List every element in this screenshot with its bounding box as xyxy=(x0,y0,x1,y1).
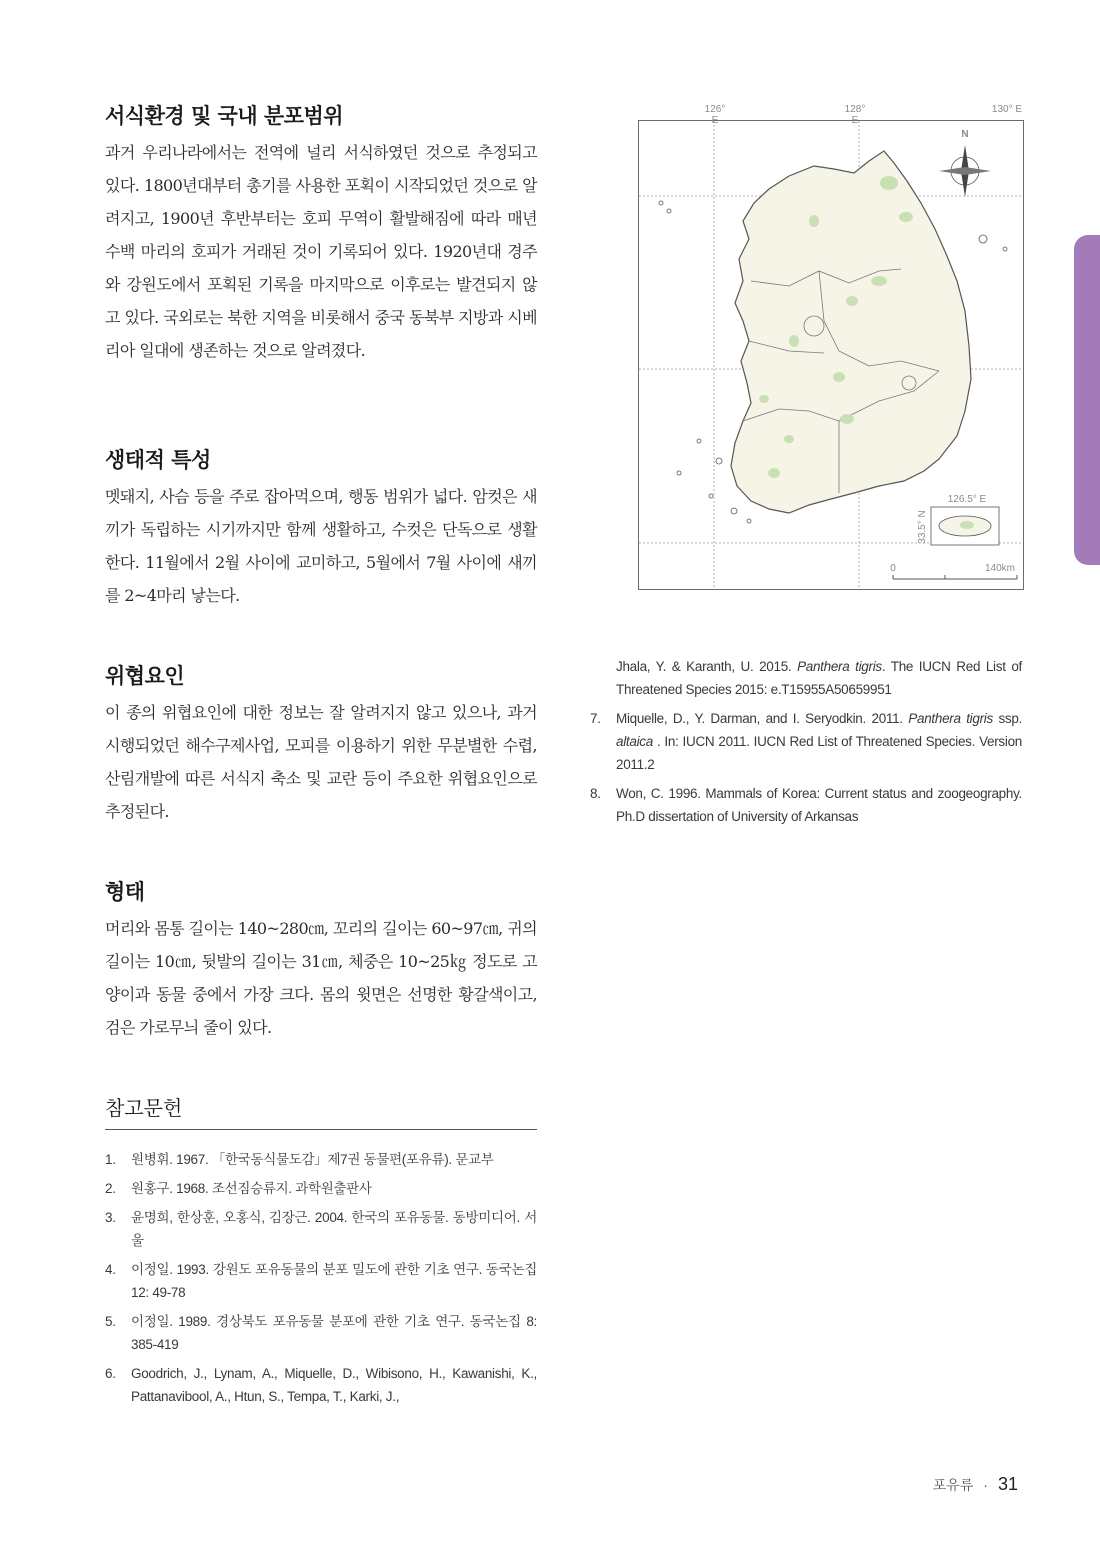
reference-6-continuation xyxy=(590,655,1022,701)
ref7-mid: ssp. xyxy=(992,711,1023,726)
page-number: 31 xyxy=(997,1474,1018,1494)
lon-label-130: 130° E xyxy=(991,104,1023,115)
reference-item xyxy=(105,1148,537,1171)
reference-item xyxy=(105,1177,537,1200)
ref6-species: Panthera tigris xyxy=(797,659,882,674)
reference-list-continued xyxy=(590,707,1022,828)
ref7-subspecies: altaica xyxy=(616,734,653,749)
threat-section xyxy=(105,660,537,828)
morphology-title: 형태 xyxy=(105,880,145,904)
inset-lat-label: 33.5° N xyxy=(917,510,928,544)
ref6-post: . The IUCN Red List of Threatened Species 2015: e.T15955A50659951 xyxy=(616,659,1023,697)
ref6-pre: Jhala, Y. & Karanth, U. 2015. xyxy=(616,659,798,674)
korea-map-svg xyxy=(639,121,1023,589)
reference-item xyxy=(105,1206,537,1252)
reference-number: 2. xyxy=(105,1181,116,1196)
footer-separator: · xyxy=(983,1476,988,1493)
reference-text: Goodrich, J., Lynam, A., Miquelle, D., Wibisono, H., Kawanishi, K., Pattanavibool, A., Htun, S., Tempa, T., Karki, J., xyxy=(131,1366,537,1404)
habitat-title: 서식환경 및 국내 분포범위 xyxy=(105,104,344,128)
reference-text: 원병휘. 1967. 「한국동식물도감」제7권 동물편(포유류). 문교부 xyxy=(131,1152,494,1167)
habitat-section xyxy=(105,100,537,367)
ref8-text: Won, C. 1996. Mammals of Korea: Current status and zoogeography. Ph.D dissertation of University of Arkansas xyxy=(616,786,1022,824)
threat-body: 이 종의 위협요인에 대한 정보는 잘 알려지지 않고 있으나, 과거 시행되었던 해수구제사업, 모피를 이용하기 위한 무분별한 수렵, 산림개발에 따른 서식지 축소 및 교란 등이 주요한 위협요인으로 추정된다. xyxy=(105,703,537,821)
reference-number: 6. xyxy=(105,1366,116,1381)
scale-end-label: 140km xyxy=(984,563,1015,574)
ref8-num: 8. xyxy=(590,786,601,801)
jeju-inset xyxy=(931,507,999,545)
ref7-num: 7. xyxy=(590,711,601,726)
chapter-tab xyxy=(1074,235,1100,565)
reference-item xyxy=(105,1362,537,1408)
reference-number: 5. xyxy=(105,1314,116,1329)
ref7-pre: Miquelle, D., Y. Darman, and I. Seryodkin. 2011. xyxy=(616,711,909,726)
reference-list xyxy=(105,1148,537,1408)
inset-lon-label: 126.5° E xyxy=(947,494,987,505)
ecology-section xyxy=(105,444,537,612)
habitat-body: 과거 우리나라에서는 전역에 널리 서식하였던 것으로 추정되고 있다. 1800년대부터 총기를 사용한 포획이 시작되었던 것으로 알려지고, 1900년 후반부터는 호피 무역이 활발해짐에 따라 매년 수백 마리의 호피가 거래된 것이 기록되어 있다. 1920년대 경주와 강원도에서 포획된 기록을 마지막으로 이후로는 발견되지 않고 있다. 국외로는 북한 지역을 비롯해서 중국 동북부 지방과 시베리아 일대에 생존하는 것으로 알려졌다. xyxy=(105,143,537,360)
right-references xyxy=(590,655,1022,834)
ref7-species: Panthera tigris xyxy=(908,711,993,726)
scale-start-label: 0 xyxy=(890,563,896,574)
morphology-body: 머리와 몸통 길이는 140~280㎝, 꼬리의 길이는 60~97㎝, 귀의 길이는 10㎝, 뒷발의 길이는 31㎝, 체중은 10~25㎏ 정도로 고양이과 동물 중에서 가장 크다. 몸의 윗면은 선명한 황갈색이고, 검은 가로무늬 줄이 있다. xyxy=(105,919,537,1037)
reference-text: 이정일. 1993. 강원도 포유동물의 분포 밀도에 관한 기초 연구. 동국논집 12: 49-78 xyxy=(131,1262,537,1300)
compass-rose-icon xyxy=(939,145,991,197)
north-label: N xyxy=(961,129,969,140)
reference-number: 3. xyxy=(105,1210,116,1225)
reference-item xyxy=(105,1258,537,1304)
reference-text: 원홍구. 1968. 조선짐승류지. 과학원출판사 xyxy=(131,1181,372,1196)
reference-item xyxy=(105,1310,537,1356)
reference-number: 1. xyxy=(105,1152,116,1167)
references-section xyxy=(105,1092,537,1414)
korea-landmass xyxy=(731,151,971,513)
lon-label-128: 128° E xyxy=(844,104,866,126)
footer-section-label: 포유류 xyxy=(932,1476,974,1493)
reference-text: 윤명희, 한상훈, 오홍식, 김장근. 2004. 한국의 포유동물. 동방미디어. 서울 xyxy=(131,1210,537,1248)
threat-title: 위협요인 xyxy=(105,664,185,688)
reference-item-8 xyxy=(590,782,1022,828)
reference-number: 4. xyxy=(105,1262,116,1277)
ecology-title: 생태적 특성 xyxy=(105,448,211,472)
lon-label-126-text: 126° E xyxy=(704,104,726,126)
ecology-body: 멧돼지, 사슴 등을 주로 잡아먹으며, 행동 범위가 넓다. 암컷은 새끼가 독립하는 시기까지만 함께 생활하고, 수컷은 단독으로 생활한다. 11월에서 2월 사이에 교미하고, 5월에서 7월 사이에 새끼를 2~4마리 낳는다. xyxy=(105,487,537,605)
references-title: 참고문헌 xyxy=(105,1092,537,1130)
page-footer xyxy=(933,1474,1018,1495)
reference-text: 이정일. 1989. 경상북도 포유동물 분포에 관한 기초 연구. 동국논집 8: 385-419 xyxy=(131,1314,537,1352)
reference-item-7 xyxy=(590,707,1022,776)
distribution-map xyxy=(638,120,1024,590)
ref7-post: . In: IUCN 2011. IUCN Red List of Threatened Species. Version 2011.2 xyxy=(616,734,1022,772)
morphology-section xyxy=(105,876,537,1044)
scale-bar xyxy=(893,575,1017,579)
